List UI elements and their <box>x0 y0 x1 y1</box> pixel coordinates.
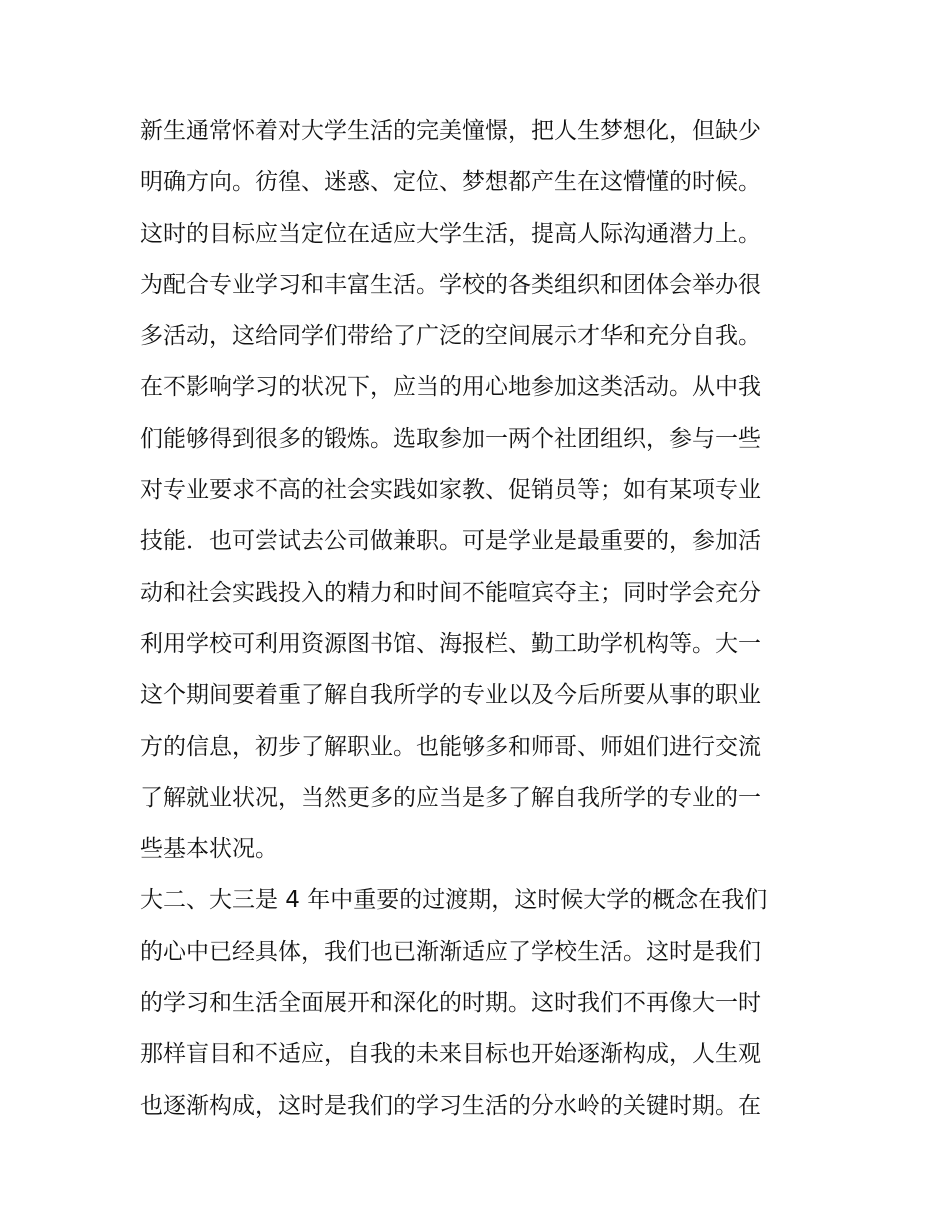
text-line: 的学习和生活全面展开和深化的时期。这时我们不再像大一时 <box>140 990 761 1017</box>
text-line: 多活动，这给同学们带给了广泛的空间展示才华和充分自我。 <box>140 323 761 350</box>
text-line: 这时的目标应当定位在适应大学生活，提高人际沟通潜力上。 <box>140 220 761 247</box>
text-line: 这个期间要着重了解自我所学的专业以及今后所要从事的职业 <box>140 682 761 709</box>
text-line: 新生通常怀着对大学生活的完美憧憬，把人生梦想化，但缺少 <box>140 118 761 144</box>
text-line: 些基本状况。 <box>140 836 278 863</box>
text-line: 技能．也可尝试去公司做兼职。可是学业是最重要的，参加活 <box>140 528 761 555</box>
text-line: 那样盲目和不适应，自我的未来目标也开始逐渐构成，人生观 <box>140 1041 761 1068</box>
text-line: 在不影响学习的状况下，应当的用心地参加这类活动。从中我 <box>140 374 761 401</box>
text-line: 大二、大三是 4 年中重要的过渡期，这时候大学的概念在我们 <box>140 887 768 914</box>
text-line: 了解就业状况，当然更多的应当是多了解自我所学的专业的一 <box>140 784 761 811</box>
text-line: 方的信息，初步了解职业。也能够多和师哥、师姐们进行交流 <box>140 733 761 760</box>
text-line: 动和社会实践投入的精力和时间不能喧宾夺主；同时学会充分 <box>140 579 761 606</box>
body-text <box>140 106 820 1132</box>
text-line: 们能够得到很多的锻炼。选取参加一两个社团组织，参与一些 <box>140 425 761 452</box>
text-line: 对专业要求不高的社会实践如家教、促销员等；如有某项专业 <box>140 477 761 504</box>
text-line: 为配合专业学习和丰富生活。学校的各类组织和团体会举办很 <box>140 271 761 298</box>
text-line: 也逐渐构成，这时是我们的学习生活的分水岭的关键时期。在 <box>140 1092 761 1119</box>
text-line: 利用学校可利用资源图书馆、海报栏、勤工助学机构等。大一 <box>140 630 761 657</box>
text-line: 明确方向。彷徨、迷惑、定位、梦想都产生在这懵懂的时候。 <box>140 169 761 196</box>
text-line: 的心中已经具体，我们也已渐渐适应了学校生活。这时是我们 <box>140 938 761 965</box>
